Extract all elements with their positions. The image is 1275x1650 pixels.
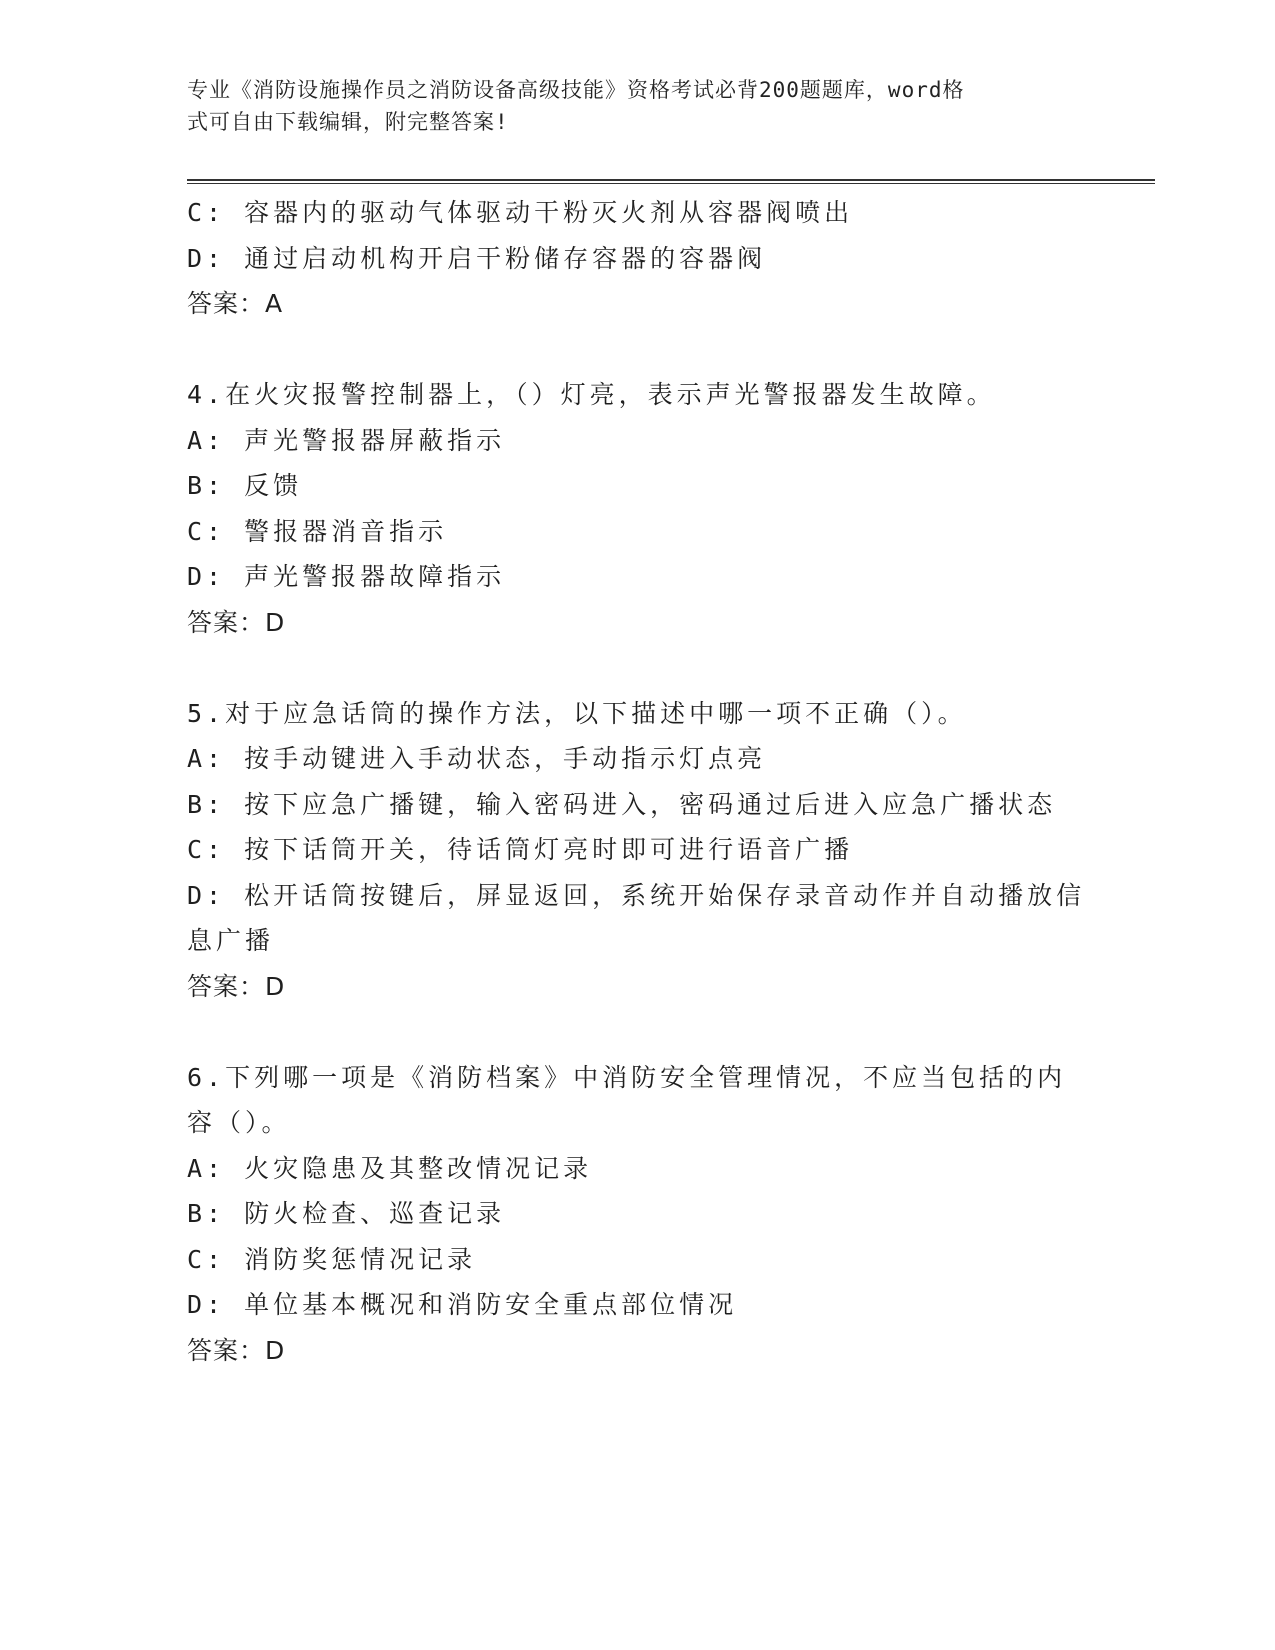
spacer xyxy=(187,1009,1087,1055)
option-d-continued: 息广播 xyxy=(187,926,275,955)
option-b: B: 按下应急广播键，输入密码进入，密码通过后进入应急广播状态 xyxy=(187,789,1057,819)
spacer xyxy=(187,327,1087,373)
option-d: D: 声光警报器故障指示 xyxy=(187,562,506,591)
option-d: D: 松开话筒按键后，屏显返回，系统开始保存录音动作并自动播放信 xyxy=(187,880,1086,910)
option-d: D: 单位基本概况和消防安全重点部位情况 xyxy=(187,1290,738,1319)
prev-answer: 答案：A xyxy=(187,289,284,318)
question-block-4 xyxy=(187,372,1087,645)
question-block-6 xyxy=(187,1055,1087,1374)
header-rule-thin xyxy=(187,183,1155,184)
option-c: C: 按下话筒开关，待话筒灯亮时即可进行语音广播 xyxy=(187,835,854,864)
document-header xyxy=(187,74,1067,138)
prev-option-d: D: 通过启动机构开启干粉储存容器的容器阀 xyxy=(187,243,767,273)
option-b: B: 反馈 xyxy=(187,471,303,500)
question-stem: 4.在火灾报警控制器上，（）灯亮，表示声光警报器发生故障。 xyxy=(187,380,996,409)
answer: 答案：D xyxy=(187,607,286,637)
question-stem: 6.下列哪一项是《消防档案》中消防安全管理情况，不应当包括的内 xyxy=(187,1062,1067,1092)
option-b: B: 防火检查、巡查记录 xyxy=(187,1199,506,1228)
header-line-2: 式可自由下载编辑，附完整答案! xyxy=(187,110,509,134)
prev-option-c: C: 容器内的驱动气体驱动干粉灭火剂从容器阀喷出 xyxy=(187,198,854,227)
option-a: A: 火灾隐患及其整改情况记录 xyxy=(187,1153,593,1183)
option-a: A: 声光警报器屏蔽指示 xyxy=(187,425,506,455)
header-line-1: 专业《消防设施操作员之消防设备高级技能》资格考试必背200题题库，word格 xyxy=(187,78,965,102)
question-content xyxy=(187,190,1087,1373)
answer: 答案：D xyxy=(187,1335,286,1365)
spacer xyxy=(187,645,1087,691)
option-a: A: 按手动键进入手动状态，手动指示灯点亮 xyxy=(187,744,767,773)
answer: 答案：D xyxy=(187,971,286,1001)
option-c: C: 消防奖惩情况记录 xyxy=(187,1244,477,1274)
option-c: C: 警报器消音指示 xyxy=(187,516,448,546)
question-stem: 5.对于应急话筒的操作方法，以下描述中哪一项不正确（）。 xyxy=(187,698,967,728)
header-rule-thick xyxy=(187,179,1155,181)
question-stem-continued: 容（）。 xyxy=(187,1108,291,1137)
question-block-5 xyxy=(187,691,1087,1010)
